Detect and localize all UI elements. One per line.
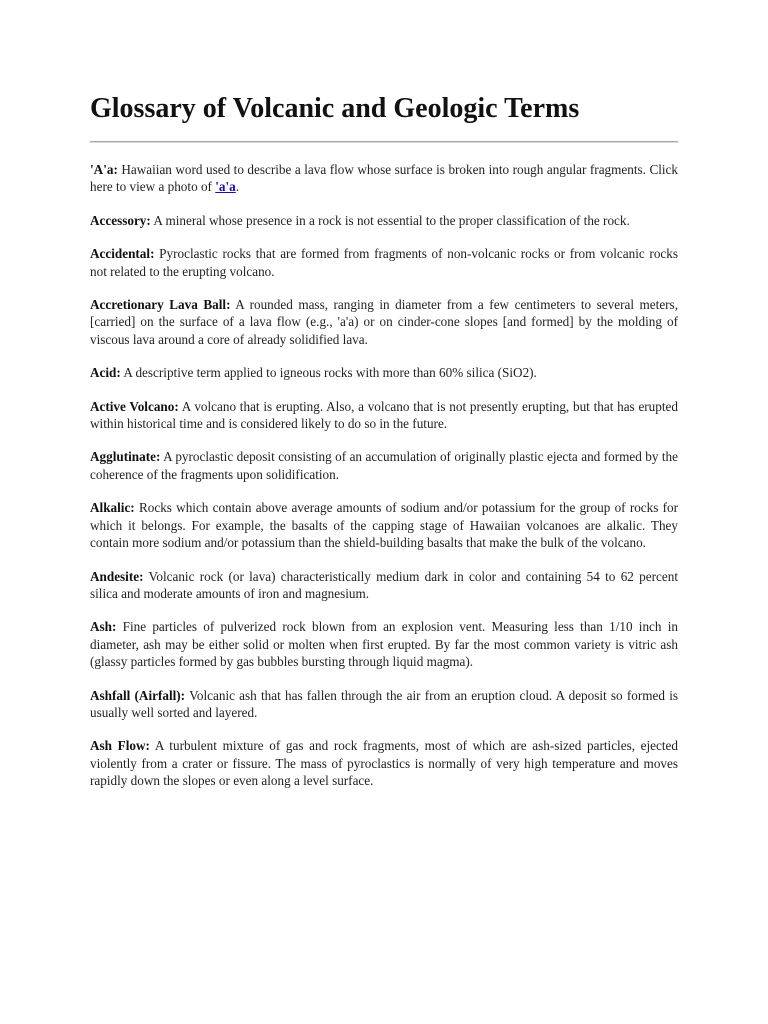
glossary-definition: Volcanic rock (or lava) characteristically medium dark in color and containing 54 to 62 percent silica and moderate amounts of iron and magnesium. (90, 568, 678, 601)
glossary-entry-ash-flow (90, 737, 678, 789)
page-title: Glossary of Volcanic and Geologic Terms (90, 93, 580, 124)
glossary-term: Ash Flow: (90, 738, 150, 754)
horizontal-rule (90, 141, 678, 143)
glossary-definition: A descriptive term applied to igneous rocks with more than 60% silica (SiO2). (123, 365, 537, 381)
glossary-term: Acid: (90, 365, 121, 381)
glossary-entry-aa (90, 161, 678, 196)
glossary-definition: Rocks which contain above average amounts of sodium and/or potassium for the group of rocks for which it belongs. For example, the basalts of the capping stage of Hawaiian volcanoes are alkalic. They contain more sodium and/or potassium than the shield-building basalts that make the bulk of the volcano. (90, 500, 678, 551)
glossary-term: Agglutinate: (90, 449, 161, 465)
glossary-definition: Fine particles of pulverized rock blown from an explosion vent. Measuring less than 1/10 inch in diameter, ash may be either solid or molten when first erupted. By far the most common variety is vitric ash (glassy particles formed by gas bubbles bursting through liquid magma). (90, 619, 678, 670)
glossary-definition: A mineral whose presence in a rock is not essential to the proper classification of the rock. (153, 212, 630, 228)
glossary-definition: Pyroclastic rocks that are formed from fragments of non-volcanic rocks or from volcanic rocks not related to the erupting volcano. (90, 246, 678, 279)
glossary-list (90, 161, 678, 806)
glossary-term: Accidental: (90, 246, 155, 262)
aa-photo-link[interactable]: 'a'a (215, 179, 236, 195)
glossary-entry-accidental (90, 245, 678, 280)
glossary-term: Ashfall (Airfall): (90, 687, 186, 703)
glossary-entry-ash (90, 618, 678, 670)
glossary-entry-agglutinate (90, 448, 678, 483)
glossary-entry-accessory (90, 212, 678, 229)
glossary-term: Alkalic: (90, 500, 135, 516)
glossary-entry-alkalic (90, 499, 678, 551)
glossary-term: Accretionary Lava Ball: (90, 297, 231, 313)
glossary-entry-acid (90, 364, 678, 381)
glossary-definition: Hawaiian word used to describe a lava flow whose surface is broken into rough angular fragments. Click here to view a photo of (90, 162, 679, 195)
glossary-definition: A turbulent mixture of gas and rock fragments, most of which are ash-sized particles, ejected violently from a crater or fissure. The mass of pyroclastics is normally of very high temperature and moves rapidly down the slopes or even along a level surface. (90, 738, 678, 789)
glossary-entry-andesite (90, 568, 678, 603)
glossary-definition: Volcanic ash that has fallen through the air from an eruption cloud. A deposit so formed is usually well sorted and layered. (90, 687, 678, 720)
glossary-entry-accretionary-lava-ball (90, 296, 678, 348)
glossary-term: Accessory: (90, 212, 151, 228)
glossary-definition-end: . (235, 179, 240, 195)
glossary-definition: A pyroclastic deposit consisting of an accumulation of originally plastic ejecta and formed by the coherence of the fragments upon solidification. (90, 449, 678, 482)
glossary-entry-active-volcano (90, 398, 678, 433)
glossary-entry-ashfall (90, 687, 678, 722)
glossary-term: 'A'a: (90, 162, 118, 177)
glossary-term: Active Volcano: (90, 398, 179, 414)
glossary-term: Andesite: (90, 568, 144, 584)
glossary-definition: A volcano that is erupting. Also, a volcano that is not presently erupting, but that has erupted within historical time and is considered likely to do so in the future. (90, 398, 678, 432)
glossary-term: Ash: (90, 619, 117, 635)
glossary-definition: A rounded mass, ranging in diameter from a few centimeters to several meters, [carried] on the surface of a lava flow (e.g., 'a'a) or on cinder-cone slopes [and formed] by the molding of viscous lava around a core of already solidified lava. (90, 297, 678, 347)
